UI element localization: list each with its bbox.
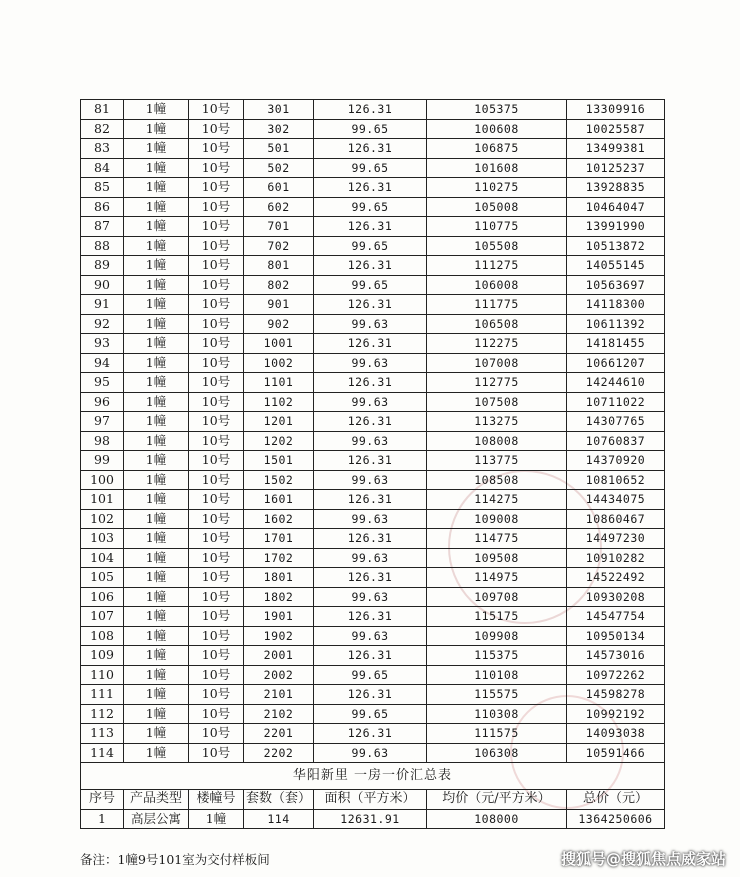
cell-total-price: 10025587 (567, 119, 665, 139)
cell-unit-number: 1901 (244, 607, 314, 627)
cell-avg-price: 114275 (427, 490, 567, 510)
cell-row-index: 111 (81, 685, 124, 705)
cell-unit-number: 2001 (244, 646, 314, 666)
cell-row-index: 114 (81, 743, 124, 763)
cell-avg-price: 106308 (427, 743, 567, 763)
cell-avg-price: 101608 (427, 158, 567, 178)
cell-row-index: 109 (81, 646, 124, 666)
cell-product-type: 1幢 (124, 139, 189, 159)
cell-product-type: 1幢 (124, 607, 189, 627)
cell-building: 10号 (189, 275, 244, 295)
cell-product-type: 1幢 (124, 197, 189, 217)
cell-unit-number: 2101 (244, 685, 314, 705)
cell-unit-number: 1001 (244, 334, 314, 354)
cell-area: 126.31 (314, 295, 427, 315)
cell-avg-price: 109508 (427, 548, 567, 568)
cell-unit-number: 1902 (244, 626, 314, 646)
cell-unit-number: 802 (244, 275, 314, 295)
cell-product-type: 1幢 (124, 412, 189, 432)
cell-area: 126.31 (314, 217, 427, 237)
cell-area: 99.65 (314, 119, 427, 139)
cell-unit-number: 2102 (244, 704, 314, 724)
cell-building: 10号 (189, 334, 244, 354)
cell-total-price: 10464047 (567, 197, 665, 217)
cell-avg-price: 108008 (427, 431, 567, 451)
table-row (81, 412, 665, 432)
cell-building: 10号 (189, 217, 244, 237)
table-row (81, 509, 665, 529)
cell-unit-number: 1202 (244, 431, 314, 451)
cell-product-type: 1幢 (124, 451, 189, 471)
table-row (81, 314, 665, 334)
table-row (81, 100, 665, 120)
price-table (80, 99, 665, 829)
cell-area: 126.31 (314, 568, 427, 588)
cell-avg-price: 107508 (427, 392, 567, 412)
cell-avg-price: 113775 (427, 451, 567, 471)
header-building: 楼幢号 (189, 790, 244, 810)
cell-row-index: 104 (81, 548, 124, 568)
cell-product-type: 1幢 (124, 724, 189, 744)
cell-area: 126.31 (314, 724, 427, 744)
cell-avg-price: 109708 (427, 587, 567, 607)
cell-avg-price: 112775 (427, 373, 567, 393)
cell-total-price: 14598278 (567, 685, 665, 705)
cell-area: 126.31 (314, 256, 427, 276)
cell-product-type: 1幢 (124, 509, 189, 529)
cell-avg-price: 100608 (427, 119, 567, 139)
table-row (81, 217, 665, 237)
cell-avg-price: 114775 (427, 529, 567, 549)
cell-area: 99.65 (314, 236, 427, 256)
cell-avg-price: 110308 (427, 704, 567, 724)
cell-product-type: 1幢 (124, 158, 189, 178)
cell-building: 10号 (189, 295, 244, 315)
cell-total-price: 14055145 (567, 256, 665, 276)
cell-avg-price: 111575 (427, 724, 567, 744)
cell-unit-number: 1102 (244, 392, 314, 412)
cell-total-price: 13499381 (567, 139, 665, 159)
cell-unit-number: 1701 (244, 529, 314, 549)
cell-area: 99.63 (314, 548, 427, 568)
table-row (81, 724, 665, 744)
cell-total-price: 10661207 (567, 353, 665, 373)
cell-row-index: 90 (81, 275, 124, 295)
cell-product-type: 1幢 (124, 275, 189, 295)
cell-area: 99.63 (314, 314, 427, 334)
cell-unit-number: 1801 (244, 568, 314, 588)
cell-area: 126.31 (314, 646, 427, 666)
cell-total-price: 14522492 (567, 568, 665, 588)
cell-row-index: 102 (81, 509, 124, 529)
cell-total-price: 14244610 (567, 373, 665, 393)
table-row (81, 490, 665, 510)
cell-avg-price: 106008 (427, 275, 567, 295)
cell-building: 10号 (189, 490, 244, 510)
cell-area: 126.31 (314, 139, 427, 159)
cell-unit-number: 2201 (244, 724, 314, 744)
cell-product-type: 1幢 (124, 178, 189, 198)
summary-total-price: 1364250606 (567, 809, 665, 829)
cell-unit-number: 2002 (244, 665, 314, 685)
cell-unit-number: 702 (244, 236, 314, 256)
cell-avg-price: 108508 (427, 470, 567, 490)
cell-area: 126.31 (314, 373, 427, 393)
cell-building: 10号 (189, 139, 244, 159)
cell-building: 10号 (189, 587, 244, 607)
cell-building: 10号 (189, 178, 244, 198)
cell-row-index: 85 (81, 178, 124, 198)
watermark: 搜狐号@搜狐焦点威家站 (560, 850, 726, 868)
cell-avg-price: 115175 (427, 607, 567, 627)
cell-unit-number: 602 (244, 197, 314, 217)
cell-row-index: 108 (81, 626, 124, 646)
cell-building: 10号 (189, 470, 244, 490)
table-row (81, 685, 665, 705)
table-row (81, 568, 665, 588)
cell-total-price: 10513872 (567, 236, 665, 256)
cell-avg-price: 111275 (427, 256, 567, 276)
summary-building: 1幢 (189, 809, 244, 829)
cell-unit-number: 1201 (244, 412, 314, 432)
cell-unit-number: 301 (244, 100, 314, 120)
cell-product-type: 1幢 (124, 256, 189, 276)
cell-product-type: 1幢 (124, 548, 189, 568)
cell-product-type: 1幢 (124, 665, 189, 685)
cell-row-index: 89 (81, 256, 124, 276)
cell-row-index: 103 (81, 529, 124, 549)
table-row (81, 607, 665, 627)
cell-total-price: 14547754 (567, 607, 665, 627)
cell-row-index: 95 (81, 373, 124, 393)
cell-total-price: 14497230 (567, 529, 665, 549)
cell-avg-price: 105375 (427, 100, 567, 120)
cell-product-type: 1幢 (124, 490, 189, 510)
table-row (81, 158, 665, 178)
cell-building: 10号 (189, 607, 244, 627)
cell-building: 10号 (189, 724, 244, 744)
table-row (81, 470, 665, 490)
table-row (81, 392, 665, 412)
detail-rows (81, 100, 665, 763)
cell-area: 99.63 (314, 392, 427, 412)
cell-building: 10号 (189, 568, 244, 588)
cell-unit-number: 1602 (244, 509, 314, 529)
cell-area: 126.31 (314, 529, 427, 549)
cell-avg-price: 109908 (427, 626, 567, 646)
table-row (81, 626, 665, 646)
cell-building: 10号 (189, 119, 244, 139)
cell-row-index: 86 (81, 197, 124, 217)
cell-unit-number: 1702 (244, 548, 314, 568)
cell-unit-number: 501 (244, 139, 314, 159)
cell-area: 126.31 (314, 334, 427, 354)
cell-product-type: 1幢 (124, 568, 189, 588)
cell-unit-number: 2202 (244, 743, 314, 763)
cell-avg-price: 110775 (427, 217, 567, 237)
cell-total-price: 10711022 (567, 392, 665, 412)
cell-unit-number: 1101 (244, 373, 314, 393)
cell-row-index: 101 (81, 490, 124, 510)
cell-avg-price: 112275 (427, 334, 567, 354)
cell-unit-number: 1002 (244, 353, 314, 373)
cell-total-price: 13991990 (567, 217, 665, 237)
table-row (81, 665, 665, 685)
cell-product-type: 1幢 (124, 743, 189, 763)
table-row (81, 431, 665, 451)
cell-total-price: 10950134 (567, 626, 665, 646)
cell-avg-price: 110275 (427, 178, 567, 198)
cell-total-price: 14307765 (567, 412, 665, 432)
cell-unit-number: 601 (244, 178, 314, 198)
table-row (81, 295, 665, 315)
cell-building: 10号 (189, 100, 244, 120)
table-row (81, 275, 665, 295)
cell-unit-number: 1802 (244, 587, 314, 607)
cell-building: 10号 (189, 256, 244, 276)
cell-avg-price: 110108 (427, 665, 567, 685)
header-product-type: 产品类型 (124, 790, 189, 810)
cell-building: 10号 (189, 412, 244, 432)
cell-avg-price: 107008 (427, 353, 567, 373)
cell-row-index: 87 (81, 217, 124, 237)
cell-product-type: 1幢 (124, 685, 189, 705)
cell-product-type: 1幢 (124, 646, 189, 666)
cell-avg-price: 106875 (427, 139, 567, 159)
cell-product-type: 1幢 (124, 334, 189, 354)
cell-row-index: 98 (81, 431, 124, 451)
cell-avg-price: 115375 (427, 646, 567, 666)
cell-building: 10号 (189, 646, 244, 666)
table-row (81, 334, 665, 354)
cell-area: 126.31 (314, 685, 427, 705)
summary-avg-price: 108000 (427, 809, 567, 829)
cell-building: 10号 (189, 451, 244, 471)
table-row (81, 197, 665, 217)
cell-unit-number: 901 (244, 295, 314, 315)
cell-avg-price: 114975 (427, 568, 567, 588)
cell-total-price: 14370920 (567, 451, 665, 471)
cell-row-index: 106 (81, 587, 124, 607)
cell-row-index: 105 (81, 568, 124, 588)
cell-area: 126.31 (314, 178, 427, 198)
table-row (81, 451, 665, 471)
cell-row-index: 84 (81, 158, 124, 178)
cell-area: 99.63 (314, 626, 427, 646)
cell-total-price: 10563697 (567, 275, 665, 295)
cell-row-index: 107 (81, 607, 124, 627)
cell-building: 10号 (189, 685, 244, 705)
cell-area: 99.65 (314, 158, 427, 178)
cell-unit-number: 801 (244, 256, 314, 276)
cell-product-type: 1幢 (124, 353, 189, 373)
cell-product-type: 1幢 (124, 529, 189, 549)
cell-unit-number: 1502 (244, 470, 314, 490)
cell-building: 10号 (189, 236, 244, 256)
cell-unit-number: 1501 (244, 451, 314, 471)
cell-product-type: 1幢 (124, 392, 189, 412)
cell-building: 10号 (189, 743, 244, 763)
table-row (81, 704, 665, 724)
cell-row-index: 94 (81, 353, 124, 373)
cell-row-index: 110 (81, 665, 124, 685)
table-row (81, 353, 665, 373)
header-total-price: 总价（元） (567, 790, 665, 810)
summary-title: 华阳新里 一房一价汇总表 (81, 763, 665, 790)
cell-total-price: 13928835 (567, 178, 665, 198)
cell-unit-number: 701 (244, 217, 314, 237)
cell-product-type: 1幢 (124, 217, 189, 237)
cell-total-price: 14181455 (567, 334, 665, 354)
cell-building: 10号 (189, 158, 244, 178)
cell-row-index: 91 (81, 295, 124, 315)
cell-area: 126.31 (314, 451, 427, 471)
table-row (81, 646, 665, 666)
cell-row-index: 93 (81, 334, 124, 354)
cell-total-price: 10992192 (567, 704, 665, 724)
cell-product-type: 1幢 (124, 626, 189, 646)
cell-row-index: 112 (81, 704, 124, 724)
cell-total-price: 10760837 (567, 431, 665, 451)
cell-area: 126.31 (314, 607, 427, 627)
cell-row-index: 88 (81, 236, 124, 256)
cell-total-price: 10125237 (567, 158, 665, 178)
cell-area: 99.63 (314, 587, 427, 607)
cell-total-price: 10930208 (567, 587, 665, 607)
cell-area: 99.63 (314, 743, 427, 763)
cell-area: 99.65 (314, 275, 427, 295)
cell-building: 10号 (189, 373, 244, 393)
cell-product-type: 1幢 (124, 100, 189, 120)
cell-building: 10号 (189, 353, 244, 373)
cell-row-index: 83 (81, 139, 124, 159)
cell-area: 99.63 (314, 470, 427, 490)
cell-row-index: 97 (81, 412, 124, 432)
cell-area: 99.63 (314, 353, 427, 373)
cell-unit-number: 902 (244, 314, 314, 334)
cell-product-type: 1幢 (124, 119, 189, 139)
cell-area: 99.63 (314, 509, 427, 529)
cell-unit-number: 302 (244, 119, 314, 139)
summary-area: 12631.91 (314, 809, 427, 829)
cell-building: 10号 (189, 704, 244, 724)
cell-building: 10号 (189, 665, 244, 685)
table-row (81, 529, 665, 549)
cell-row-index: 96 (81, 392, 124, 412)
table-row (81, 587, 665, 607)
cell-total-price: 13309916 (567, 100, 665, 120)
cell-avg-price: 109008 (427, 509, 567, 529)
cell-total-price: 14118300 (567, 295, 665, 315)
cell-building: 10号 (189, 509, 244, 529)
cell-avg-price: 113275 (427, 412, 567, 432)
cell-product-type: 1幢 (124, 470, 189, 490)
table-row (81, 373, 665, 393)
cell-row-index: 81 (81, 100, 124, 120)
cell-total-price: 10591466 (567, 743, 665, 763)
cell-building: 10号 (189, 548, 244, 568)
cell-product-type: 1幢 (124, 373, 189, 393)
cell-avg-price: 105008 (427, 197, 567, 217)
cell-building: 10号 (189, 392, 244, 412)
cell-row-index: 82 (81, 119, 124, 139)
cell-unit-number: 1601 (244, 490, 314, 510)
cell-total-price: 10972262 (567, 665, 665, 685)
cell-area: 99.63 (314, 431, 427, 451)
cell-row-index: 113 (81, 724, 124, 744)
table-row (81, 256, 665, 276)
table-row (81, 548, 665, 568)
cell-product-type: 1幢 (124, 236, 189, 256)
summary-section (81, 763, 665, 829)
header-units: 套数（套） (244, 790, 314, 810)
cell-avg-price: 115575 (427, 685, 567, 705)
table-row (81, 743, 665, 763)
cell-area: 126.31 (314, 490, 427, 510)
cell-building: 10号 (189, 626, 244, 646)
cell-building: 10号 (189, 529, 244, 549)
table-row (81, 119, 665, 139)
cell-total-price: 10810652 (567, 470, 665, 490)
cell-area: 126.31 (314, 100, 427, 120)
cell-building: 10号 (189, 197, 244, 217)
cell-unit-number: 502 (244, 158, 314, 178)
cell-product-type: 1幢 (124, 587, 189, 607)
header-avg-price: 均价（元/平方米） (427, 790, 567, 810)
cell-area: 99.65 (314, 704, 427, 724)
cell-product-type: 1幢 (124, 704, 189, 724)
cell-total-price: 10611392 (567, 314, 665, 334)
cell-area: 126.31 (314, 412, 427, 432)
cell-avg-price: 105508 (427, 236, 567, 256)
header-area: 面积（平方米） (314, 790, 427, 810)
cell-row-index: 99 (81, 451, 124, 471)
summary-index: 1 (81, 809, 124, 829)
cell-total-price: 10860467 (567, 509, 665, 529)
table-row (81, 139, 665, 159)
table-row (81, 178, 665, 198)
summary-units: 114 (244, 809, 314, 829)
cell-area: 99.65 (314, 197, 427, 217)
cell-total-price: 14434075 (567, 490, 665, 510)
cell-building: 10号 (189, 431, 244, 451)
summary-product-type: 高层公寓 (124, 809, 189, 829)
remark-note: 备注：1幢9号101室为交付样板间 (80, 852, 270, 867)
cell-row-index: 92 (81, 314, 124, 334)
table-row (81, 236, 665, 256)
cell-row-index: 100 (81, 470, 124, 490)
cell-area: 99.65 (314, 665, 427, 685)
cell-avg-price: 106508 (427, 314, 567, 334)
cell-product-type: 1幢 (124, 314, 189, 334)
cell-total-price: 10910282 (567, 548, 665, 568)
cell-total-price: 14093038 (567, 724, 665, 744)
cell-product-type: 1幢 (124, 295, 189, 315)
cell-building: 10号 (189, 314, 244, 334)
cell-product-type: 1幢 (124, 431, 189, 451)
cell-total-price: 14573016 (567, 646, 665, 666)
header-index: 序号 (81, 790, 124, 810)
cell-avg-price: 111775 (427, 295, 567, 315)
